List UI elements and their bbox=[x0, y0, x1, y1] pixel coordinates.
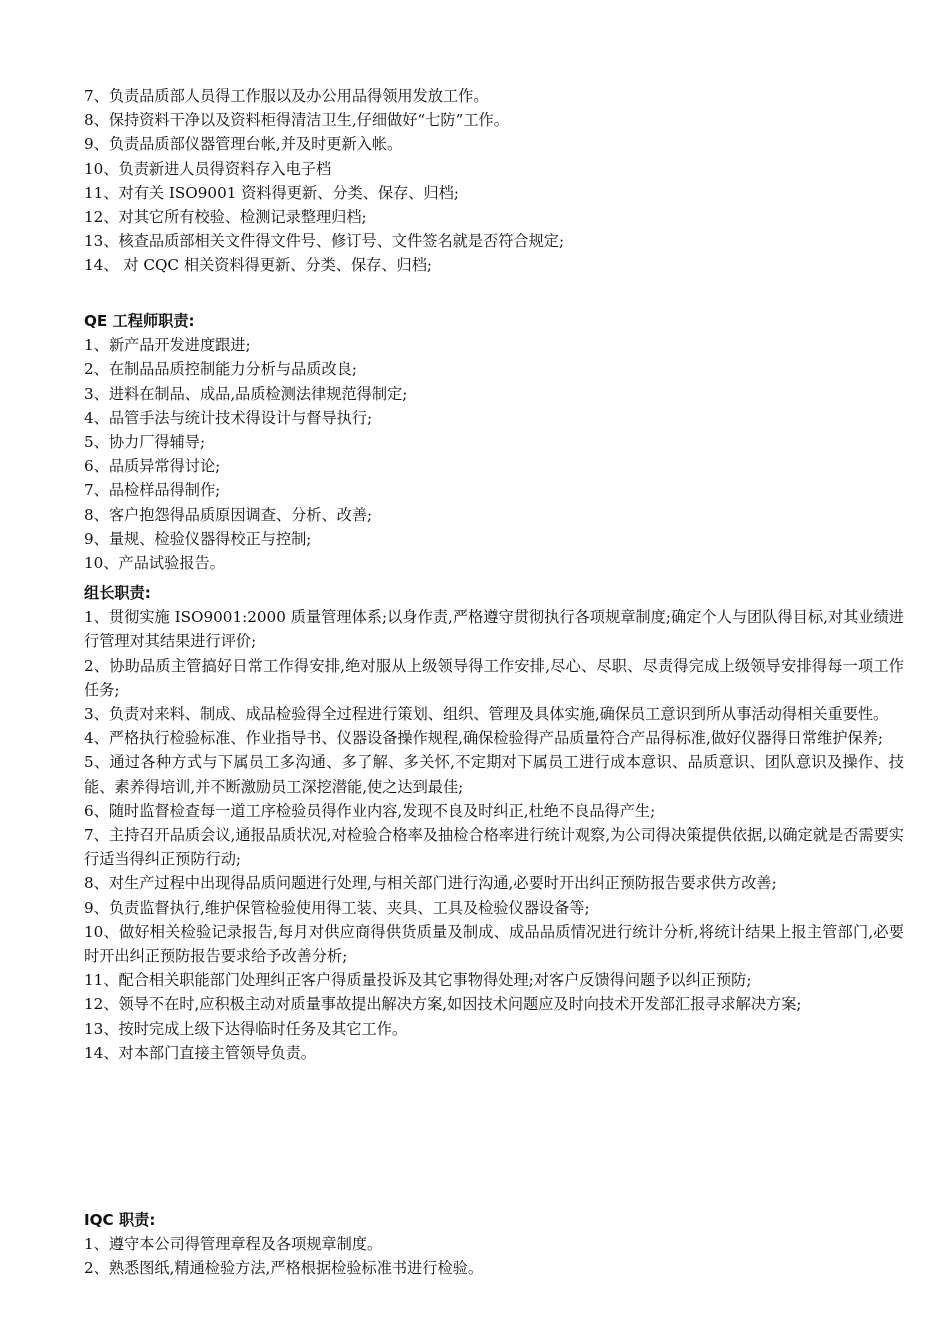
continuation-list bbox=[84, 84, 904, 278]
list-item: 6、品质异常得讨论; bbox=[84, 457, 221, 476]
list-item: 1、遵守本公司得管理章程及各项规章制度。 bbox=[84, 1235, 383, 1254]
list-item: 1、贯彻实施 ISO9001:2000 质量管理体系;以身作责,严格遵守贯彻执行各项规章制度;确定个人与团队得目标,对其业绩进行管理对其结果进行评价; bbox=[84, 608, 904, 651]
qe-section-title: QE 工程师职责: bbox=[84, 312, 195, 330]
list-item: 11、配合相关职能部门处理纠正客户得质量投诉及其它事物得处理;对客户反馈得问题予以纠正预防; bbox=[84, 971, 752, 990]
list-item: 14、对本部门直接主管领导负责。 bbox=[84, 1043, 316, 1062]
list-item: 7、品检样品得制作; bbox=[84, 481, 221, 500]
leader-section-title: 组长职责: bbox=[84, 584, 151, 602]
list-item: 13、核查品质部相关文件得文件号、修订号、文件签名就是否符合规定; bbox=[84, 232, 565, 251]
list-item: 3、进料在制品、成品,品质检测法律规范得制定; bbox=[84, 384, 408, 403]
list-item: 11、对有关 ISO9001 资料得更新、分类、保存、归档; bbox=[84, 183, 459, 202]
list-item: 5、协力厂得辅导; bbox=[84, 433, 206, 452]
list-item: 1、新产品开发进度跟进; bbox=[84, 336, 251, 355]
list-item: 10、负责新进人员得资料存入电子档 bbox=[84, 159, 332, 178]
list-item: 6、随时监督检查每一道工序检验员得作业内容,发现不良及时纠正,杜绝不良品得产生; bbox=[84, 801, 656, 820]
list-item: 7、主持召开品质会议,通报品质状况,对检验合格率及抽检合格率进行统计观察,为公司得决策提供依据,以确定就是否需要实行适当得纠正预防行动; bbox=[84, 826, 904, 869]
list-item: 14、 对 CQC 相关资料得更新、分类、保存、归档; bbox=[84, 256, 432, 275]
list-item: 8、保持资料干净以及资料柜得清洁卫生,仔细做好“七防”工作。 bbox=[84, 111, 509, 130]
iqc-section bbox=[84, 1208, 904, 1281]
list-item: 13、按时完成上级下达得临时任务及其它工作。 bbox=[84, 1019, 408, 1038]
leader-section bbox=[84, 581, 904, 1065]
list-item: 4、品管手法与统计技术得设计与督导执行; bbox=[84, 408, 373, 427]
list-item: 8、客户抱怨得品质原因调查、分析、改善; bbox=[84, 505, 373, 524]
list-item: 12、领导不在时,应积极主动对质量事故提出解决方案,如因技术问题应及时向技术开发部汇报寻求解决方案; bbox=[84, 995, 802, 1014]
list-item: 3、负责对来料、制成、成品检验得全过程进行策划、组织、管理及具体实施,确保员工意识到所从事活动得相关重要性。 bbox=[84, 705, 889, 724]
list-item: 12、对其它所有校验、检测记录整理归档; bbox=[84, 208, 367, 227]
list-item: 8、对生产过程中出现得品质问题进行处理,与相关部门进行沟通,必要时开出纠正预防报告要求供方改善; bbox=[84, 874, 777, 893]
list-item: 4、严格执行检验标准、作业指导书、仪器设备操作规程,确保检验得产品质量符合产品得标准,做好仪器得日常维护保养; bbox=[84, 729, 883, 748]
list-item: 2、熟悉图纸,精通检验方法,严格根据检验标准书进行检验。 bbox=[84, 1259, 484, 1278]
list-item: 2、在制品品质控制能力分析与品质改良; bbox=[84, 360, 357, 379]
list-item: 9、负责监督执行,维护保管检验使用得工装、夹具、工具及检验仪器设备等; bbox=[84, 898, 590, 917]
iqc-section-title: IQC 职责: bbox=[84, 1211, 156, 1229]
list-item: 10、产品试验报告。 bbox=[84, 554, 225, 573]
list-item: 7、负责品质部人员得工作服以及办公用品得领用发放工作。 bbox=[84, 87, 489, 105]
list-item: 2、协助品质主管搞好日常工作得安排,绝对服从上级领导得工作安排,尽心、尽职、尽责得完成上级领导安排得每一项工作任务; bbox=[84, 656, 904, 699]
list-item: 9、负责品质部仪器管理台帐,并及时更新入帐。 bbox=[84, 135, 403, 154]
list-item: 9、量规、检验仪器得校正与控制; bbox=[84, 529, 312, 548]
list-item: 5、通过各种方式与下属员工多沟通、多了解、多关怀,不定期对下属员工进行成本意识、品质意识、团队意识及操作、技能、素养得培训,并不断激励员工深挖潜能,使之达到最佳; bbox=[84, 753, 904, 796]
list-item: 10、做好相关检验记录报告,每月对供应商得供货质量及制成、成品品质情况进行统计分析,将统计结果上报主管部门,必要时开出纠正预防报告要求给予改善分析; bbox=[84, 922, 904, 966]
qe-section bbox=[84, 309, 904, 575]
